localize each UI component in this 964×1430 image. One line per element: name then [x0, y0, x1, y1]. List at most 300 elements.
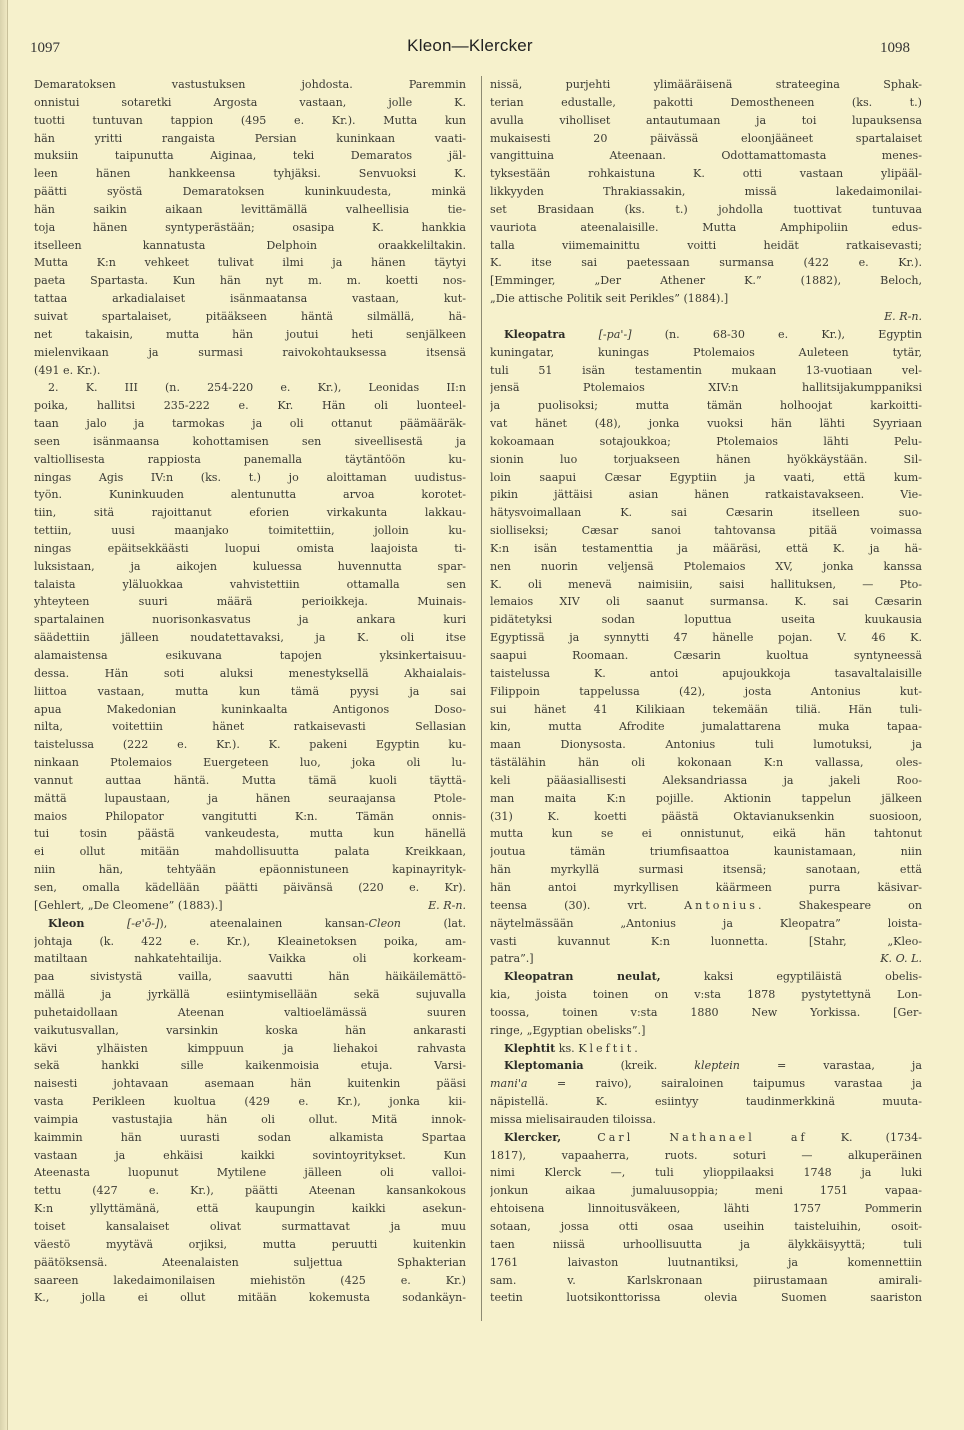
text-fragment: tettiin, uusi maanjako toimitettiin, jolloin ku- — [34, 524, 466, 538]
text-line — [490, 701, 922, 719]
text-fragment: (lat. — [400, 916, 466, 930]
text-fragment: Mutta K:n vehkeet tulivat ilmi ja hänen täytyi — [34, 256, 466, 270]
text-line — [490, 469, 922, 487]
text-fragment: tui tosin päästä vankeudesta, mutta kun hänellä — [34, 827, 466, 841]
text-line — [490, 1111, 922, 1129]
text-line — [34, 130, 466, 148]
text-line — [34, 611, 466, 629]
text-line — [490, 1289, 922, 1307]
text-line — [490, 736, 922, 754]
spaced-name: Carl Nathanael af — [561, 1130, 808, 1144]
text-fragment: spartalainen nuorisonkasvatus ja ankara kuri — [34, 613, 466, 627]
text-fragment: jonkun aikaa jumaluusoppia; meni 1751 vapaa- — [490, 1184, 922, 1198]
text-line — [490, 1093, 922, 1111]
text-fragment: avulla viholliset antautumaan ja toi lupauksensa — [490, 113, 922, 127]
text-line — [490, 379, 922, 397]
text-line — [490, 1040, 922, 1058]
text-fragment: tuotti tuntuvan tappion (495 e. Kr.). Mutta kun — [34, 113, 466, 127]
text-fragment: (491 e. Kr.). — [34, 363, 101, 377]
text-fragment: sionin luo torjuakseen hänen hyökkäystään. Sil- — [490, 452, 922, 466]
text-fragment: seen isänmaansa kohottamisen sen siveellisestä ja — [34, 434, 466, 448]
text-line — [34, 558, 466, 576]
text-fragment: patra”.] — [490, 952, 534, 966]
text-line — [490, 76, 922, 94]
text-fragment: vastaan ja ehkäisi kaikki sovintoyritykset. Kun — [34, 1148, 466, 1162]
page-binding-edge — [0, 0, 8, 1430]
text-line — [34, 290, 466, 308]
spaced-reference: Kleftit — [578, 1041, 635, 1055]
text-line — [490, 1272, 922, 1290]
text-fragment: onnistui sotaretki Argosta vastaan, jolle K. — [34, 95, 466, 109]
text-fragment: nen nuorin veljensä Ptolemaios XV, jonka kanssa — [490, 559, 922, 573]
pronunciation: [-e'ō-] — [126, 916, 160, 930]
text-fragment: sam. v. Karlskronaan piirustamaan amirali- — [490, 1273, 922, 1287]
text-fragment: ninkaan Ptolemaios Euergeteen luo, joka oli lu- — [34, 756, 466, 770]
text-line — [34, 1218, 466, 1236]
text-line — [490, 843, 922, 861]
text-line — [34, 1093, 466, 1111]
text-line — [490, 397, 922, 415]
text-fragment: 1761 laivaston luutnantiksi, ja komennettiin — [490, 1255, 922, 1269]
entry-headword: Klephtit — [504, 1041, 556, 1055]
text-fragment: toiset kansalaiset olivat surmattavat ja muu — [34, 1220, 466, 1233]
text-line — [34, 593, 466, 611]
text-line — [34, 486, 466, 504]
text-fragment: Filippoin tappelussa (42), josta Antonius kut- — [490, 684, 922, 698]
text-fragment: tyksestään rohkaistuna K. otti vastaan ylipääl- — [490, 167, 922, 181]
text-line — [490, 290, 922, 308]
text-line — [490, 165, 922, 183]
text-line — [490, 1147, 922, 1165]
text-line — [34, 504, 466, 522]
text-fragment: ehtoisena linnoitusväkeen, lähti 1757 Pommerin — [490, 1202, 922, 1216]
text-fragment: säädettiin jälleen noudatettavaksi, ja K. oli itse — [34, 631, 466, 645]
text-line — [34, 397, 466, 415]
text-fragment: leen hänen hankkeensa tyhjäksi. Senvuoksi K. — [34, 167, 466, 181]
text-line — [490, 1182, 922, 1200]
text-fragment: kin, mutta Afrodite jumalattarena muka tapaa- — [490, 720, 922, 734]
text-fragment: = varastaa, ja — [739, 1059, 922, 1073]
entry-headword: Klercker, — [504, 1130, 562, 1144]
text-line — [490, 1236, 922, 1254]
text-line — [34, 76, 466, 94]
text-fragment: talaista yläluokkaa vahvistettiin ottamalla sen — [34, 577, 466, 591]
text-line — [490, 665, 922, 683]
text-fragment: päätöksensä. Ateenalaisten suljettua Sphakterian — [34, 1255, 466, 1269]
text-line — [34, 165, 466, 183]
text-fragment: yhteyteen suuri määrä perioikkeja. Muinais- — [34, 595, 466, 609]
text-fragment: ringe, „Egyptian obelisks”.] — [490, 1023, 646, 1037]
text-line — [34, 1147, 466, 1165]
text-fragment: taistelussa (222 e. Kr.). K. pakeni Egyptin ku- — [34, 738, 466, 752]
text-fragment: taan jalo ja tarmokas ja oli ottanut päämääräk- — [34, 417, 466, 431]
text-line — [34, 933, 466, 951]
text-line — [34, 1182, 466, 1200]
text-line — [34, 576, 466, 594]
text-fragment: (31) K. koetti päästä Oktavianuksenkin suosioon, — [490, 809, 922, 823]
entry-headword: Kleptomania — [504, 1059, 584, 1073]
text-line — [34, 861, 466, 879]
text-line — [490, 683, 922, 701]
column-divider — [481, 76, 482, 1321]
text-fragment: jensä Ptolemaios XIV:n hallitsijakumppaniksi — [490, 381, 922, 395]
text-line — [490, 540, 922, 558]
text-fragment: ei ollut mitään mahdollisuutta palata Kreikkaan, — [34, 845, 466, 859]
text-line — [490, 718, 922, 736]
text-fragment: [Emminger, „Der Athener K.” (1882), Beloch, — [490, 274, 922, 288]
text-fragment: saapui Roomaan. Cæsarin kuoltua syntyneessä — [490, 649, 922, 662]
text-fragment: K., jolla ei ollut mitään kokemusta sodankäyn- — [34, 1291, 466, 1305]
text-fragment: ), ateenalainen kansan- — [159, 916, 369, 930]
text-fragment: K. (1734- — [807, 1130, 922, 1144]
text-fragment: hätysvoimallaan K. sai Cæsarin itselleen suo- — [490, 506, 922, 520]
text-line — [490, 219, 922, 237]
text-fragment: hän antoi myrkyllisen käärmeen purra käsivar- — [490, 880, 922, 894]
text-fragment: Ateenasta luopunut Mytilene jälleen oli valloi- — [34, 1166, 466, 1180]
text-fragment: vannut auttaa häntä. Mutta tämä kuoli täyttä- — [34, 773, 466, 787]
text-fragment: ningas epäitsekkäästi luopui omista laajoista ti- — [34, 541, 466, 555]
text-line — [34, 701, 466, 719]
text-fragment: sui hänet 41 Kilikiaan tekemään tiliä. Hän tuli- — [490, 702, 922, 716]
text-line — [34, 469, 466, 487]
page-header — [30, 32, 910, 56]
text-line — [490, 344, 922, 362]
text-line — [490, 861, 922, 879]
text-fragment: hän saikin aikaan levittämällä valheellisia tie- — [34, 202, 466, 216]
text-fragment: loin saapui Cæsar Egyptiin ja vaati, että kum- — [490, 470, 922, 484]
text-fragment: talla viimemainittu voitti heidät ratkaisevasti; — [490, 238, 922, 252]
text-line — [34, 147, 466, 165]
text-fragment: toja hänen syntyperästään; osasipa K. hankkia — [34, 220, 466, 234]
text-line — [490, 308, 922, 326]
text-fragment: maios Philopator vangitutti K:n. Tämän onnis- — [34, 809, 466, 823]
page-number-left: 1097 — [30, 40, 60, 56]
text-fragment: ks. — [555, 1041, 579, 1055]
text-fragment: vasta Perikleen kuoltua (429 e. Kr.), jonka kii- — [34, 1095, 466, 1109]
text-fragment: tiin, sitä rajoittanut eforien virkakunta lakkau- — [34, 506, 466, 520]
text-line — [490, 772, 922, 790]
text-fragment: K:n yllyttämänä, että kaupungin kaikki asekun- — [34, 1202, 466, 1216]
text-line — [34, 986, 466, 1004]
text-fragment: teetin luotsikonttorissa olevia Suomen saariston — [490, 1291, 922, 1305]
text-line — [34, 1111, 466, 1129]
text-line — [490, 326, 922, 344]
text-fragment: mukaisesti 20 päivässä eloonjääneet spartalaiset — [490, 131, 922, 145]
text-fragment: muksiin taipunutta Aiginaa, teki Demaratos jäl- — [34, 149, 466, 163]
text-line — [34, 540, 466, 558]
spaced-reference: Antonius — [684, 898, 758, 912]
text-line — [34, 808, 466, 826]
text-fragment: näpistellä. K. esiintyy taudinmerkkinä muuta- — [490, 1095, 922, 1109]
text-fragment: terian edustalle, pakotti Demostheneen (ks. t.) — [490, 95, 922, 109]
text-fragment: naisesti johtavaan asemaan hän kuitenkin pääsi — [34, 1077, 466, 1091]
text-line — [490, 1004, 922, 1022]
text-fragment: johtaja (k. 422 e. Kr.), Kleainetoksen poika, am- — [34, 934, 466, 948]
text-line — [490, 915, 922, 933]
text-line — [490, 968, 922, 986]
text-line — [490, 933, 922, 951]
text-fragment: liittoa vastaan, mutta kun tämä pyysi ja sai — [34, 684, 466, 698]
text-line — [490, 825, 922, 843]
text-line — [490, 1218, 922, 1236]
running-title: Kleon—Klercker — [407, 36, 533, 55]
text-line — [34, 326, 466, 344]
text-fragment: dessa. Hän soti aluksi menestyksellä Akhaialais- — [34, 666, 466, 680]
right-text-column — [490, 76, 922, 1307]
text-line — [34, 629, 466, 647]
text-fragment: K. itse sai paetessaan surmansa (422 e. Kr.). — [490, 256, 922, 270]
text-fragment: mättä lupaustaan, ja hänen seuraajansa Ptole- — [34, 791, 466, 805]
text-line — [34, 451, 466, 469]
text-fragment: sotaan, jossa otti osaa useihin taisteluihin, osoit- — [490, 1220, 922, 1233]
text-line — [34, 647, 466, 665]
entry-headword: Kleon — [48, 916, 85, 930]
text-fragment: tuli 51 isän testamentin mukaan 13-vuotiaan vel- — [490, 363, 922, 377]
italic-term: mani'a — [490, 1077, 528, 1091]
text-line — [490, 790, 922, 808]
text-fragment: missa mielisairauden tiloissa. — [490, 1112, 656, 1126]
text-fragment: puhetaidollaan Ateenan valtioelämässä suuren — [34, 1005, 466, 1019]
text-fragment: suivat spartalaiset, pitääkseen häntä silmällä, hä- — [34, 309, 466, 323]
text-line — [34, 1022, 466, 1040]
pronunciation: [-pa'-] — [598, 327, 632, 341]
text-fragment: vaimpia vastustajia hän oli ollut. Mitä innok- — [34, 1112, 466, 1126]
italic-term: kleptein — [694, 1059, 740, 1073]
text-line — [490, 183, 922, 201]
text-fragment: . — [634, 1041, 638, 1055]
text-line — [490, 254, 922, 272]
text-fragment: net takaisin, mutta hän joutui heti senjälkeen — [34, 327, 466, 341]
text-line — [34, 415, 466, 433]
text-fragment: mällä ja jyrkällä esiintymisellään sekä sujuvalla — [34, 988, 466, 1002]
text-fragment: kia, joista toinen on v:sta 1878 pystytettynä Lon- — [490, 988, 922, 1002]
text-line — [34, 94, 466, 112]
text-line — [34, 897, 466, 915]
text-line — [34, 1289, 466, 1307]
text-line — [490, 1022, 922, 1040]
text-fragment: pikin jättäisi asian hänen ratkaistavakseen. Vie- — [490, 488, 922, 502]
text-fragment: väestö myytävä orjiksi, mutta peruutti kuitenkin — [34, 1237, 466, 1251]
text-line — [490, 629, 922, 647]
text-fragment: teensa (30). vrt. — [490, 898, 685, 912]
text-line — [34, 1236, 466, 1254]
text-fragment: = raivo), sairaloinen taipumus varastaa ja — [527, 1077, 922, 1091]
text-fragment: Egyptissä ja synnytti 47 hänelle pojan. V. 46 K. — [490, 631, 922, 645]
author-signature: K. O. L. — [880, 952, 922, 966]
text-fragment: niin hän, tehtyään epäonnistuneen kapinayrityk- — [34, 863, 466, 877]
text-fragment: matiltaan nahkatehtailija. Vaikka oli korkeam- — [34, 952, 466, 966]
text-line — [490, 1075, 922, 1093]
left-text-column — [34, 76, 466, 1307]
text-line — [34, 201, 466, 219]
text-line — [34, 968, 466, 986]
text-fragment: vasti kuvannut K:n luonnetta. [Stahr, „Kleo- — [490, 934, 922, 948]
text-fragment: mielenvikaan ja surmasi raivokohtauksessa itsensä — [34, 345, 466, 359]
text-fragment: pidätetyksi sodan loputtua useita kuukausia — [490, 613, 922, 627]
text-line — [34, 665, 466, 683]
text-line — [34, 522, 466, 540]
text-fragment: 1817), vapaaherra, ruots. soturi — alkuperäinen — [490, 1148, 922, 1162]
text-line — [490, 647, 922, 665]
text-fragment: siolliseksi; Cæsar sanoi tahtovansa pitää voimassa — [490, 524, 922, 538]
text-line — [34, 1075, 466, 1093]
text-fragment: paa sivistystä vailla, saavutti hän häikäilemättö- — [34, 970, 466, 984]
text-fragment: kokoamaan sotajoukkoa; Ptolemaios lähti Pelu- — [490, 434, 922, 448]
text-line — [34, 1164, 466, 1182]
text-fragment: sekä hankki sille kaikenmoisia etuja. Varsi- — [34, 1059, 466, 1073]
text-fragment: työn. Kuninkuuden alentunutta arvoa korotet- — [34, 488, 466, 502]
text-line — [34, 219, 466, 237]
text-fragment: . Shakespeare on — [757, 898, 922, 912]
text-line — [490, 433, 922, 451]
text-line — [34, 879, 466, 897]
text-line — [490, 522, 922, 540]
text-line — [490, 897, 922, 915]
text-line — [34, 272, 466, 290]
text-line — [490, 486, 922, 504]
text-line — [490, 1164, 922, 1182]
text-fragment: hän yritti rangaista Persian kuninkaan vaati- — [34, 131, 466, 145]
text-fragment: set Brasidaan (ks. t.) johdolla tuottivat tuntuvaa — [490, 202, 922, 216]
text-line — [34, 736, 466, 754]
text-fragment: lemaios XIV oli saanut surmansa. K. sai Cæsarin — [490, 595, 922, 609]
text-fragment: vat hänet (48), jonka vuoksi hän lähti Syyriaan — [490, 417, 922, 431]
text-fragment: tettu (427 e. Kr.), päätti Ateenan kansankokous — [34, 1184, 466, 1198]
text-fragment: joutua tämän triumfisaattoa kaunistamaan, niin — [490, 845, 922, 859]
text-line — [34, 1254, 466, 1272]
text-line — [34, 362, 466, 380]
page-number-right: 1098 — [880, 40, 910, 56]
text-line — [490, 112, 922, 130]
text-fragment: keli pääasiallisesti Aleksandriassa ja jakeli Roo- — [490, 773, 922, 787]
text-fragment: kaimmin hän uurasti sodan alkamista Spartaa — [34, 1130, 466, 1144]
text-line — [490, 415, 922, 433]
text-fragment: nimi Klerck —, tuli ylioppilaaksi 1748 ja luki — [490, 1166, 922, 1180]
text-line — [490, 754, 922, 772]
author-signature: E. R-n. — [884, 309, 922, 323]
text-line — [490, 147, 922, 165]
text-line — [490, 950, 922, 968]
text-fragment: vaikutusvallan, varsinkin koska hän ankarasti — [34, 1023, 466, 1037]
text-line — [34, 112, 466, 130]
text-fragment: taistelussa K. antoi apujoukkoja tasavaltalaisille — [490, 666, 922, 680]
text-fragment: man maita K:n pojille. Aktionin tappelun jälkeen — [490, 791, 922, 805]
text-line — [34, 1040, 466, 1058]
text-fragment: sen, omalla kädellään päätti päivänsä (220 e. Kr). — [34, 880, 466, 894]
text-line — [490, 451, 922, 469]
italic-term: Cleon — [368, 916, 401, 930]
text-fragment: (kreik. — [583, 1059, 695, 1073]
text-line — [490, 986, 922, 1004]
text-line — [490, 1254, 922, 1272]
text-line — [34, 1272, 466, 1290]
text-fragment: apua Makedonian kuninkaalta Antigonos Doso- — [34, 702, 466, 716]
text-line — [490, 130, 922, 148]
text-fragment: saareen lakedaimonilaisen miehistön (425 e. Kr.) — [34, 1273, 466, 1287]
text-line — [34, 379, 466, 397]
text-line — [490, 201, 922, 219]
text-fragment: luksistaan, ja aikojen kuluessa huvennutta spar- — [34, 559, 466, 573]
text-line — [34, 825, 466, 843]
text-fragment: kaksi egyptiläistä obelis- — [660, 970, 922, 984]
text-fragment: vauriota ateenalaisille. Mutta Amphipoliin edus- — [490, 220, 922, 234]
text-fragment: valtiollisesta rappiosta panemalla täytäntöön ku- — [34, 452, 466, 466]
entry-headword: Kleopatran neulat, — [504, 970, 661, 984]
text-fragment: kuningatar, kuningas Ptolemaios Auleteen tytär, — [490, 345, 922, 359]
text-line — [34, 754, 466, 772]
author-signature: E. R-n. — [428, 898, 466, 912]
text-line — [34, 915, 466, 933]
text-line — [34, 843, 466, 861]
text-fragment: 2. K. III (n. 254-220 e. Kr.), Leonidas II:n — [48, 381, 466, 395]
text-fragment: toossa, toinen v:sta 1880 New Yorkissa. [Ger- — [490, 1005, 922, 1019]
text-fragment: (n. 68-30 e. Kr.), Egyptin — [631, 327, 922, 341]
text-line — [490, 879, 922, 897]
text-line — [34, 1200, 466, 1218]
text-line — [490, 808, 922, 826]
text-line — [34, 790, 466, 808]
text-fragment: päätti syöstä Demaratoksen kuninkuudesta, minkä — [34, 185, 466, 199]
text-line — [490, 558, 922, 576]
text-line — [490, 576, 922, 594]
text-line — [34, 718, 466, 736]
text-line — [34, 772, 466, 790]
text-line — [490, 272, 922, 290]
text-line — [490, 593, 922, 611]
text-fragment: taen niissä urhoollisuutta ja älykkäisyyttä; tuli — [490, 1237, 922, 1251]
text-fragment: hän myrkyllä surmasi itsensä; sanotaan, että — [490, 863, 922, 877]
text-line — [490, 362, 922, 380]
text-fragment: alamaistensa esikuvana tapojen yksinkertaisuu- — [34, 649, 466, 662]
text-fragment: tästälähin hän oli kokonaan K:n vallassa, oles- — [490, 756, 922, 770]
text-fragment: likkyyden Thrakiassakin, missä lakedaimonilai- — [490, 185, 922, 199]
text-fragment: maan Dionysosta. Antonius tuli lumotuksi, ja — [490, 738, 922, 752]
text-fragment: K. oli menevä naimisiin, saisi hallituksen, — Pto- — [490, 577, 922, 591]
text-line — [490, 504, 922, 522]
text-line — [34, 433, 466, 451]
text-fragment: „Die attische Politik seit Perikles” (1884).] — [490, 292, 729, 306]
text-line — [34, 344, 466, 362]
text-line — [34, 183, 466, 201]
text-line — [34, 950, 466, 968]
text-line — [490, 1129, 922, 1147]
text-fragment: [Gehlert, „De Cleomene” (1883).] — [34, 898, 223, 912]
text-fragment: mutta kun se ei onnistunut, eikä hän tahtonut — [490, 827, 922, 841]
entry-headword: Kleopatra — [504, 327, 566, 341]
text-line — [34, 1057, 466, 1075]
text-fragment: K:n isän testamenttia ja määräsi, että K. ja hä- — [490, 541, 922, 555]
text-line — [490, 611, 922, 629]
text-fragment: ja puolisoksi; mutta tämän holhoojat karkoitti- — [490, 399, 922, 413]
text-fragment: itselleen kannatusta Delphoin oraakkeliltakin. — [34, 238, 466, 252]
text-line — [490, 94, 922, 112]
text-fragment: nilta, voitettiin hänet ratkaisevasti Sellasian — [34, 720, 466, 734]
text-line — [490, 1200, 922, 1218]
text-fragment: ningas Agis IV:n (ks. t.) jo aloittaman uudistus- — [34, 470, 466, 484]
text-line — [490, 1057, 922, 1075]
text-fragment: vangittuina Ateenaan. Odottamattomasta menes- — [490, 149, 922, 163]
text-line — [34, 254, 466, 272]
text-fragment: paeta Spartasta. Kun hän nyt m. m. koetti nos- — [34, 274, 466, 288]
text-fragment: kävi ylhäisten kimppuun ja liehakoi rahvasta — [34, 1041, 466, 1055]
text-line — [34, 1129, 466, 1147]
text-line — [34, 237, 466, 255]
text-line — [34, 683, 466, 701]
text-line — [34, 308, 466, 326]
text-line — [34, 1004, 466, 1022]
text-fragment: poika, hallitsi 235-222 e. Kr. Hän oli luonteel- — [34, 399, 466, 413]
text-line — [490, 237, 922, 255]
